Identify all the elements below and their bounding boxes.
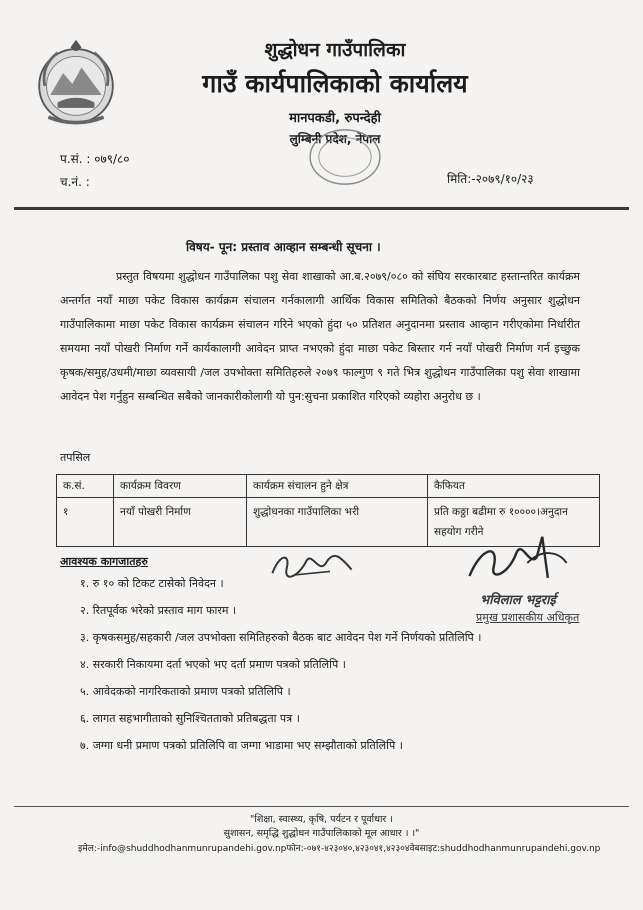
table-header-row <box>57 475 600 498</box>
col-program: कार्यक्रम विवरण <box>114 475 247 498</box>
notice-subject: विषय- पून: प्रस्ताव आव्हान सम्बन्धी सूचना । <box>186 240 381 254</box>
notice-body <box>60 265 580 409</box>
header-divider <box>14 207 629 210</box>
list-item: ७. जग्गा धनी प्रमाण पत्रको प्रतिलिपि वा जग्गा भाडामा भए सम्झौताको प्रतिलिपि । <box>80 739 403 752</box>
notice-date: मिति:-२०७९/१०/२३ <box>447 172 534 186</box>
officer-signature <box>462 528 574 596</box>
footer-divider <box>14 806 629 807</box>
body-paragraph: प्रस्तुत विषयमा शुद्धोधन गाउँपालिका पशु सेवा शाखाको आ.ब.२०७९/०८० को संघिय सरकारबाट हस्तान्तरित कार्यक्रम अन्तर्गत नयाँ माछा पकेट विकास कार्यक्रम संचालन गर्नकालागी आर्थिक विकास समितिको बैठकको निर्णय अनुसार शुद्धोधन गाउँपालिकामा माछा पकेट विकास कार्यक्रम संचालन गरिने भएको हुंदा ५० प्रतिशत अनुदानमा प्रस्ताव आव्हान गरीएकोमा निर्धारीत समयमा नयाँ पोखरी निर्माण गर्ने कार्यकालागी आवेदन प्राप्त नभएको हुंदा माछा पकेट बिस्तार गर्न नयाँ पोखरी निर्माण गर्न इच्छुक कृषक/समुह/उधमी/माछा व्यवसायी /जल उपभोक्ता समितिहरुले २०७९ फाल्गुण ९ गते भित्र शुद्धोधन गाउँपालिका पशु सेवा शाखामा आवेदन पेश गर्नुहुन सम्बन्धित सबैको जानकारीकोलागी यो पुन:सुचना प्रकाशित गरिएको व्यहोरा अनुरोध छ । <box>60 270 580 403</box>
details-label: तपसिल <box>60 451 91 464</box>
officer-title: प्रमुख प्रशासकीय अधिकृत <box>476 611 580 624</box>
list-item: ३. कृषकसमुह/सहकारी /जल उपभोक्ता समितिहरुको बैठक बाट आवेदन पेश गर्ने निर्णयको प्रतिलिपि । <box>80 631 482 644</box>
cell-serial: १ <box>57 498 114 547</box>
col-area: कार्यक्रम संचालन हुने क्षेत्र <box>247 475 428 498</box>
required-docs-title: आवश्यक कागजातहरु <box>60 555 148 568</box>
dispatch-number: च.नं. : <box>60 175 90 189</box>
col-serial: क.सं. <box>57 475 114 498</box>
cell-area: शुद्धोधनका गाउँपालिका भरी <box>247 498 428 547</box>
office-province: लुम्बिनी प्रदेश, नेपाल <box>289 132 381 146</box>
footer-motto-line1: "शिक्षा, स्वास्थ्य, कृषि, पर्यटन र पूर्वाधार । <box>250 814 393 825</box>
list-item: १. रु १० को टिकट टासेको निवेदन । <box>80 577 224 590</box>
office-name: गाउँ कार्यपालिकाको कार्यालय <box>202 69 468 98</box>
initials-signature <box>264 548 360 584</box>
office-seal-stamp <box>306 126 384 188</box>
footer-contact: इमेल:-info@shuddhodhanmunrupandehi.gov.npफोन:-०७१-४२३०४०,४२३०४१,४२३०४वेबसाइट:shuddhodhanmunrupandehi.gov.np <box>78 844 601 854</box>
cell-program: नयाँ पोखरी निर्माण <box>114 498 247 547</box>
office-address: मानपकडी, रुपन्देही <box>289 111 381 126</box>
list-item: २. रितपूर्वक भरेको प्रस्ताव माग फारम । <box>80 604 237 617</box>
municipality-name: शुद्धोधन गाउँपालिका <box>264 39 406 61</box>
footer-motto-line2: सुशासन, समृद्धि शुद्धोधन गाउँपालिकाको मूल आधार । ।" <box>223 828 420 839</box>
list-item: ६. लागत सहभागीताको सुनिश्चितताको प्रतिबद्धता पत्र । <box>80 712 300 725</box>
col-remarks: कैफियत <box>428 475 600 498</box>
officer-name: भविलाल भट्टराई <box>480 593 556 608</box>
cell-remarks: प्रति कठ्ठा बढीमा रु १००००।अनुदान सहयोग गरीने <box>428 498 600 547</box>
list-item: ४. सरकारी निकायमा दर्ता भएको भए दर्ता प्रमाण पत्रको प्रतिलिपि । <box>80 658 346 671</box>
nepal-emblem-icon <box>30 38 122 130</box>
list-item: ५. आवेदकको नागरिकताको प्रमाण पत्रको प्रतिलिपि । <box>80 685 291 698</box>
reference-number: प.सं. : ०७९/८० <box>60 152 130 166</box>
